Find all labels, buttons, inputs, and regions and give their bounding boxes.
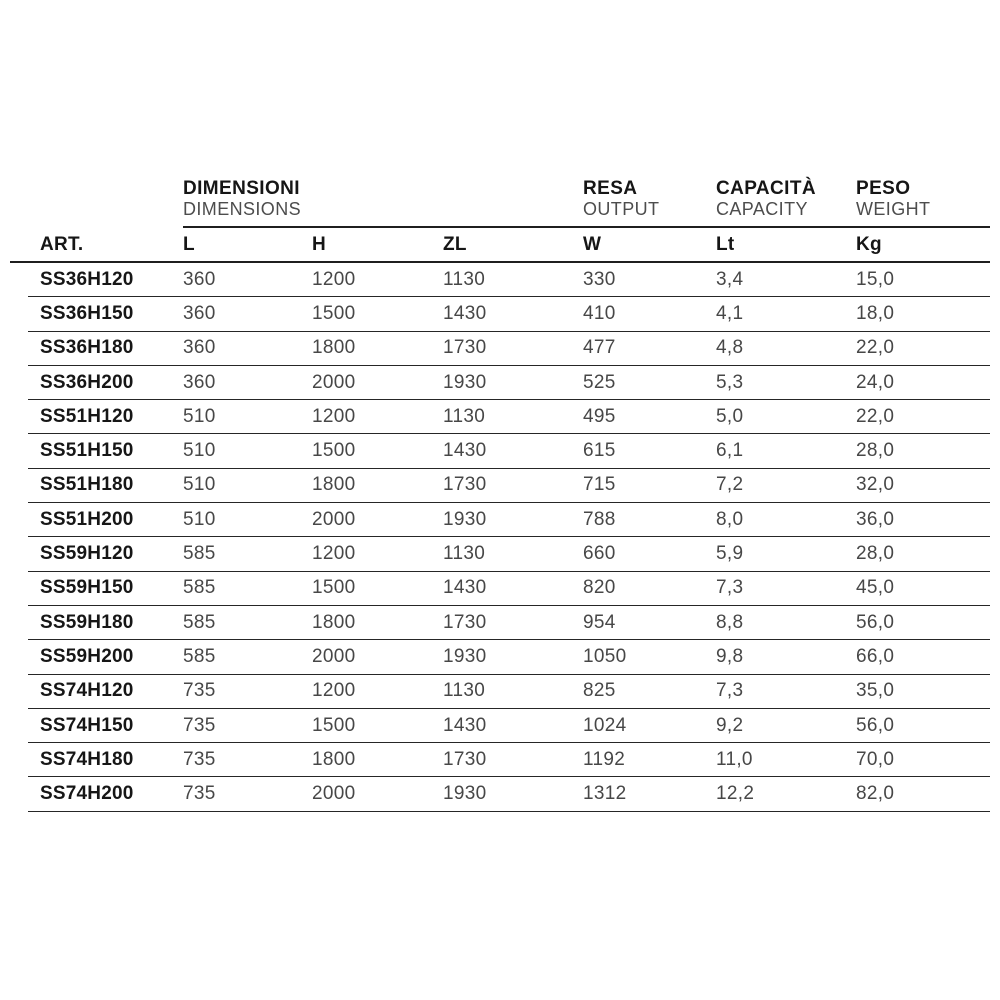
group-title-dimensions-en: DIMENSIONS	[183, 199, 302, 219]
article-code-cell: SS59H200	[40, 645, 134, 667]
value-cell-w: 1024	[583, 714, 627, 736]
value-cell-h: 2000	[312, 508, 356, 530]
value-cell-w: 495	[583, 405, 616, 427]
value-cell-l: 585	[183, 577, 216, 599]
table-row	[28, 640, 990, 674]
value-cell-w: 825	[583, 680, 616, 702]
value-cell-l: 735	[183, 680, 216, 702]
value-cell-kg: 24,0	[856, 371, 895, 393]
table-row	[28, 400, 990, 434]
value-cell-l: 510	[183, 405, 216, 427]
value-cell-lt: 5,3	[716, 371, 744, 393]
table-row	[28, 675, 990, 709]
value-cell-kg: 45,0	[856, 577, 895, 599]
value-cell-lt: 8,0	[716, 508, 744, 530]
value-cell-w: 1050	[583, 645, 627, 667]
table-row	[28, 263, 990, 297]
article-code-cell: SS36H180	[40, 337, 134, 359]
value-cell-lt: 4,8	[716, 337, 744, 359]
table-row	[28, 332, 990, 366]
value-cell-l: 510	[183, 440, 216, 462]
value-cell-h: 1800	[312, 611, 356, 633]
value-cell-h: 2000	[312, 371, 356, 393]
value-cell-l: 735	[183, 748, 216, 770]
value-cell-zl: 1930	[443, 508, 487, 530]
column-header-zl: ZL	[443, 233, 467, 255]
value-cell-w: 615	[583, 440, 616, 462]
value-cell-h: 1800	[312, 474, 356, 496]
column-header-w: W	[583, 233, 602, 255]
value-cell-kg: 18,0	[856, 302, 895, 324]
article-code-cell: SS51H120	[40, 405, 134, 427]
value-cell-lt: 3,4	[716, 268, 744, 290]
value-cell-kg: 56,0	[856, 611, 895, 633]
article-code-cell: SS74H150	[40, 714, 134, 736]
value-cell-kg: 56,0	[856, 714, 895, 736]
value-cell-l: 360	[183, 268, 216, 290]
value-cell-kg: 66,0	[856, 645, 895, 667]
value-cell-zl: 1730	[443, 611, 487, 633]
table-row	[28, 777, 990, 811]
spec-table	[10, 178, 990, 812]
value-cell-zl: 1430	[443, 302, 487, 324]
column-header-l: L	[183, 233, 195, 255]
value-cell-l: 735	[183, 714, 216, 736]
article-code-cell: SS51H150	[40, 440, 134, 462]
value-cell-h: 1200	[312, 543, 356, 565]
group-header-spacer	[10, 178, 153, 224]
value-cell-lt: 6,1	[716, 440, 744, 462]
value-cell-l: 360	[183, 337, 216, 359]
table-row	[28, 434, 990, 468]
value-cell-zl: 1130	[443, 543, 486, 565]
group-title-weight-en: WEIGHT	[856, 199, 931, 219]
group-title-capacity-en: CAPACITY	[716, 199, 808, 219]
value-cell-lt: 7,3	[716, 680, 744, 702]
group-title-capacity-it: CAPACITÀ	[716, 178, 816, 199]
value-cell-w: 330	[583, 268, 616, 290]
group-header-weight	[826, 178, 990, 224]
value-cell-lt: 7,2	[716, 474, 744, 496]
group-header-capacity	[686, 178, 826, 224]
value-cell-kg: 22,0	[856, 405, 895, 427]
value-cell-w: 1312	[583, 783, 627, 805]
value-cell-zl: 1730	[443, 337, 487, 359]
column-header-art: ART.	[40, 233, 84, 255]
value-cell-h: 1500	[312, 577, 356, 599]
value-cell-lt: 5,9	[716, 543, 744, 565]
column-header-lt: Lt	[716, 233, 735, 255]
value-cell-l: 585	[183, 543, 216, 565]
table-row	[28, 709, 990, 743]
article-code-cell: SS74H180	[40, 748, 134, 770]
value-cell-zl: 1430	[443, 577, 487, 599]
value-cell-l: 510	[183, 474, 216, 496]
value-cell-lt: 12,2	[716, 783, 755, 805]
value-cell-h: 1500	[312, 714, 356, 736]
value-cell-kg: 28,0	[856, 543, 895, 565]
value-cell-kg: 35,0	[856, 680, 895, 702]
value-cell-kg: 15,0	[856, 268, 895, 290]
article-code-cell: SS59H120	[40, 543, 134, 565]
value-cell-w: 1192	[583, 748, 626, 770]
value-cell-zl: 1930	[443, 371, 487, 393]
group-title-weight-it: PESO	[856, 178, 911, 199]
value-cell-kg: 36,0	[856, 508, 895, 530]
value-cell-h: 1500	[312, 302, 356, 324]
column-header-kg: Kg	[856, 233, 882, 255]
article-code-cell: SS36H200	[40, 371, 134, 393]
value-cell-zl: 1130	[443, 680, 486, 702]
value-cell-h: 1800	[312, 337, 356, 359]
article-code-cell: SS74H120	[40, 680, 134, 702]
value-cell-h: 1500	[312, 440, 356, 462]
table-body	[28, 263, 990, 812]
table-row	[28, 469, 990, 503]
value-cell-lt: 5,0	[716, 405, 744, 427]
column-header-row	[10, 228, 990, 263]
value-cell-kg: 28,0	[856, 440, 895, 462]
table-row	[28, 366, 990, 400]
value-cell-h: 2000	[312, 783, 356, 805]
value-cell-h: 1200	[312, 405, 356, 427]
value-cell-kg: 82,0	[856, 783, 895, 805]
article-code-cell: SS36H150	[40, 302, 134, 324]
article-code-cell: SS36H120	[40, 268, 134, 290]
value-cell-lt: 8,8	[716, 611, 744, 633]
article-code-cell: SS59H180	[40, 611, 134, 633]
value-cell-lt: 11,0	[716, 748, 753, 770]
value-cell-h: 1200	[312, 680, 356, 702]
value-cell-w: 525	[583, 371, 616, 393]
value-cell-lt: 4,1	[716, 302, 744, 324]
article-code-cell: SS51H200	[40, 508, 134, 530]
group-title-output-en: OUTPUT	[583, 199, 660, 219]
value-cell-l: 585	[183, 645, 216, 667]
value-cell-kg: 22,0	[856, 337, 895, 359]
value-cell-zl: 1930	[443, 783, 487, 805]
article-code-cell: SS74H200	[40, 783, 134, 805]
value-cell-h: 2000	[312, 645, 356, 667]
value-cell-lt: 9,8	[716, 645, 744, 667]
value-cell-zl: 1730	[443, 748, 487, 770]
value-cell-kg: 70,0	[856, 748, 895, 770]
value-cell-l: 360	[183, 371, 216, 393]
value-cell-zl: 1130	[443, 405, 486, 427]
value-cell-zl: 1430	[443, 714, 487, 736]
group-header-output	[553, 178, 686, 224]
value-cell-lt: 9,2	[716, 714, 744, 736]
table-row	[28, 606, 990, 640]
value-cell-w: 788	[583, 508, 616, 530]
group-header-row	[10, 178, 990, 224]
value-cell-kg: 32,0	[856, 474, 895, 496]
value-cell-l: 585	[183, 611, 216, 633]
table-row	[28, 537, 990, 571]
value-cell-zl: 1930	[443, 645, 487, 667]
article-code-cell: SS51H180	[40, 474, 134, 496]
group-title-output-it: RESA	[583, 178, 638, 199]
article-code-cell: SS59H150	[40, 577, 134, 599]
table-row	[28, 503, 990, 537]
value-cell-lt: 7,3	[716, 577, 744, 599]
value-cell-zl: 1430	[443, 440, 487, 462]
column-header-h: H	[312, 233, 327, 255]
table-row	[28, 743, 990, 777]
value-cell-w: 954	[583, 611, 616, 633]
value-cell-h: 1200	[312, 268, 356, 290]
value-cell-l: 510	[183, 508, 216, 530]
value-cell-l: 735	[183, 783, 216, 805]
value-cell-zl: 1730	[443, 474, 487, 496]
value-cell-w: 477	[583, 337, 616, 359]
table-row	[28, 572, 990, 606]
value-cell-w: 715	[583, 474, 616, 496]
group-header-dimensions	[153, 178, 553, 224]
value-cell-zl: 1130	[443, 268, 486, 290]
value-cell-w: 410	[583, 302, 616, 324]
table-row	[28, 297, 990, 331]
value-cell-w: 820	[583, 577, 616, 599]
group-title-dimensions-it: DIMENSIONI	[183, 178, 300, 199]
value-cell-h: 1800	[312, 748, 356, 770]
value-cell-w: 660	[583, 543, 616, 565]
value-cell-l: 360	[183, 302, 216, 324]
